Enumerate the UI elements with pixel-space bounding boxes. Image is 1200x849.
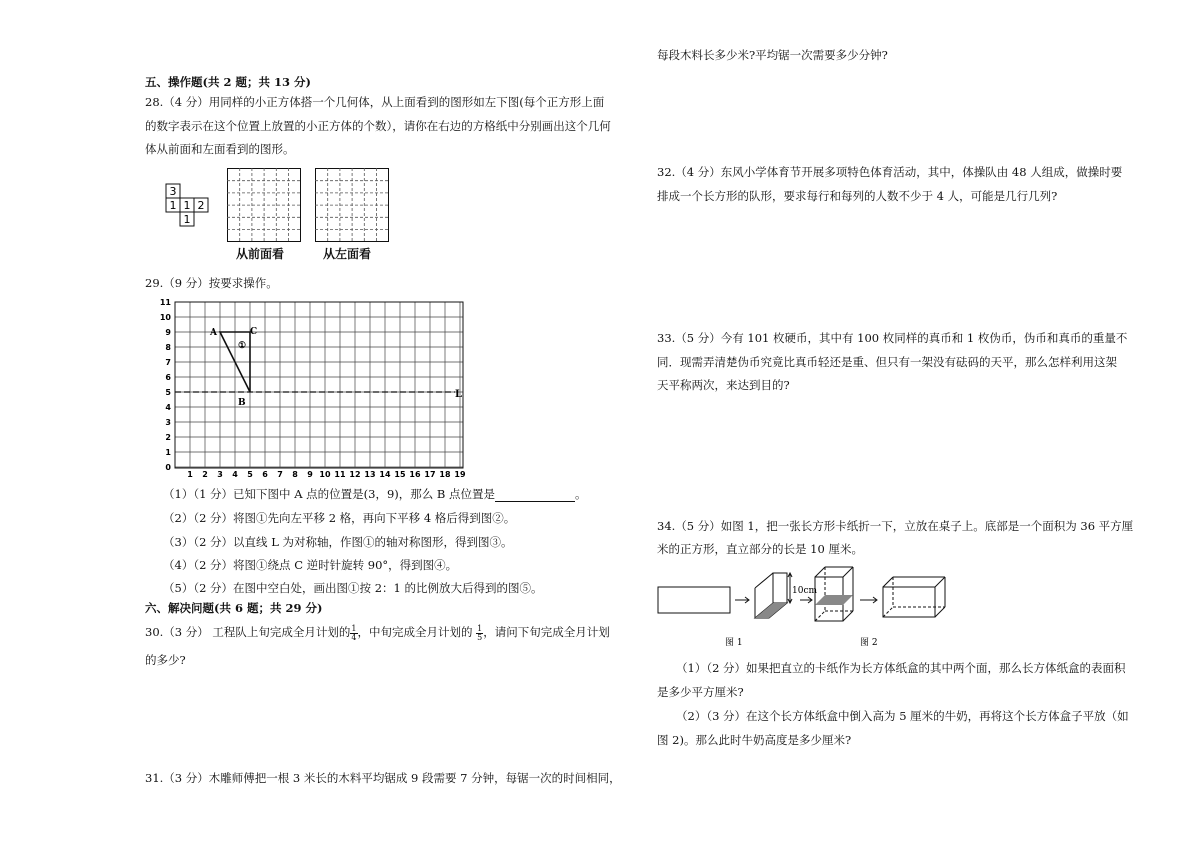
point-label-C: C: [250, 327, 258, 337]
q33-line3: 天平称两次，来达到目的?: [657, 378, 790, 392]
top-view-digit: 1: [169, 199, 177, 212]
y-tick-label: 4: [165, 403, 171, 412]
q29-sub3: （3）（2 分）以直线 L 为对称轴，作图①的轴对称图形，得到图③。: [163, 535, 513, 549]
q32-line2: 排成一个长方形的队形，要求每行和每列的人数不少于 4 人，可能是几行几列?: [657, 189, 1058, 203]
y-tick-label: 10: [159, 313, 171, 322]
dimension-label: 10cm: [792, 586, 818, 596]
q32-line1: 32.（4 分）东风小学体育节开展多项特色体育活动，其中，体操队由 48 人组成，做操时要: [657, 165, 1123, 179]
x-tick-label: 19: [454, 470, 466, 479]
x-tick-label: 10: [319, 470, 331, 479]
q29-coordinate-grid[interactable]: [150, 298, 480, 483]
x-tick-label: 13: [364, 470, 376, 479]
q33-line2: 同．现需弄清楚伪币究竟比真币轻还是重、但只有一架没有砝码的天平，那么怎样利用这架: [657, 355, 1117, 369]
x-tick-label: 8: [292, 470, 298, 479]
x-tick-label: 4: [232, 470, 238, 479]
y-tick-label: 6: [165, 373, 171, 382]
card-base: [755, 603, 787, 618]
q34-line2: 米的正方形，直立部分的长是 10 厘米。: [657, 542, 863, 556]
point-label-B: B: [238, 398, 246, 408]
q28-line1: 28.（4 分）用同样的小正方体搭一个几何体，从上面看到的图形如左下图(每个正方形上面: [145, 95, 605, 109]
x-tick-label: 18: [439, 470, 451, 479]
x-tick-label: 15: [394, 470, 406, 479]
x-tick-label: 5: [247, 470, 253, 479]
q31-continued: 每段木料长多少米?平均锯一次需要多少分钟?: [657, 48, 888, 62]
y-tick-label: 11: [159, 298, 171, 307]
q34-box-figure: [655, 563, 955, 653]
y-tick-label: 0: [165, 463, 171, 472]
grid-paper-front[interactable]: [227, 168, 302, 243]
x-tick-label: 2: [202, 470, 208, 479]
answer-blank[interactable]: [495, 490, 575, 502]
top-view-digit: 1: [183, 199, 191, 212]
q28-top-view-figure: [160, 180, 220, 230]
section5-title: 五、操作题(共 2 题；共 13 分): [145, 75, 311, 89]
x-tick-label: 17: [424, 470, 436, 479]
q34-sub2-line1: （2）（3 分）在这个长方体纸盒中倒入高为 5 厘米的牛奶，再将这个长方体盒子平放（如: [676, 709, 1129, 723]
fraction-one-fourth: $\frac{1}{4}$: [351, 623, 357, 642]
q29-stem: 29.（9 分）按要求操作。: [145, 276, 278, 290]
q34-line1: 34.（5 分）如图 1，把一张长方形卡纸折一下，立放在桌子上。底部是一个面积为 36 平方厘: [657, 519, 1134, 533]
y-tick-label: 5: [165, 388, 171, 397]
fraction-one-fifth: $\frac{1}{5}$: [477, 623, 483, 642]
q34-sub1-line2: 是多少平方厘米?: [657, 685, 744, 699]
q34-sub2-line2: 图 2)。那么此时牛奶高度是多少厘米?: [657, 733, 852, 747]
y-tick-label: 7: [165, 358, 171, 367]
x-tick-label: 7: [277, 470, 283, 479]
q30-line1: 30.（3 分） 工程队上旬完成全月计划的 $\frac{1}{4}$ ，中旬完成全月计划的 $\frac{1}{5}$ ，请问下旬完成全月计划: [145, 623, 610, 642]
milk-level-upright: [815, 595, 853, 605]
shape-label-1: ①: [238, 341, 247, 351]
x-tick-label: 16: [409, 470, 421, 479]
top-view-digit: 2: [197, 199, 205, 212]
line-label-L: L: [455, 389, 463, 400]
q29-sub2: （2）（2 分）将图①先向左平移 2 格，再向下平移 4 格后得到图②。: [163, 511, 516, 525]
top-view-digit: 3: [169, 185, 177, 198]
x-tick-label: 14: [379, 470, 391, 479]
q28-line3: 体从前面和左面看到的图形。: [145, 142, 295, 156]
y-tick-label: 8: [165, 343, 171, 352]
q29-sub4: （4）（2 分）将图①绕点 C 逆时针旋转 90°，得到图④。: [163, 558, 458, 572]
figure-2-label: 图 2: [860, 638, 878, 648]
y-tick-label: 1: [165, 448, 171, 457]
q31-line1: 31.（3 分）木雕师傅把一根 3 米长的木料平均锯成 9 段需要 7 分钟，每锯一次的时间相同，: [145, 771, 621, 785]
q30-line2: 的多少?: [145, 653, 186, 667]
grid-paper-left[interactable]: [315, 168, 390, 243]
point-label-A: A: [210, 328, 217, 338]
top-view-digit: 1: [183, 213, 191, 226]
y-tick-label: 2: [165, 433, 171, 442]
q29-sub5: （5）（2 分）在图中空白处，画出图①按 2：1 的比例放大后得到的图⑤。: [163, 581, 543, 595]
y-tick-label: 3: [165, 418, 171, 427]
q28-line2: 的数字表示在这个位置上放置的小正方体的个数），请你在右边的方格纸中分别画出这个几何: [145, 119, 611, 133]
x-tick-label: 1: [187, 470, 193, 479]
q33-line1: 33.（5 分）今有 101 枚硬币，其中有 100 枚同样的真币和 1 枚伪币，伪币和真币的重量不: [657, 331, 1128, 345]
section6-title: 六、解决问题(共 6 题；共 29 分): [145, 601, 323, 615]
x-tick-label: 3: [217, 470, 223, 479]
y-tick-label: 9: [165, 328, 171, 337]
figure-1-label: 图 1: [725, 638, 743, 648]
x-tick-label: 6: [262, 470, 268, 479]
caption-left-view: 从左面看: [323, 247, 372, 261]
q34-sub1-line1: （1）（2 分）如果把直立的卡纸作为长方体纸盒的其中两个面，那么长方体纸盒的表面积: [676, 661, 1126, 675]
caption-front-view: 从前面看: [236, 247, 285, 261]
q29-sub1: （1）（1 分）已知下图中 A 点的位置是(3，9)，那么 B 点位置是 。: [163, 487, 587, 501]
x-tick-label: 12: [349, 470, 361, 479]
x-tick-label: 11: [334, 470, 346, 479]
x-tick-label: 9: [307, 470, 313, 479]
